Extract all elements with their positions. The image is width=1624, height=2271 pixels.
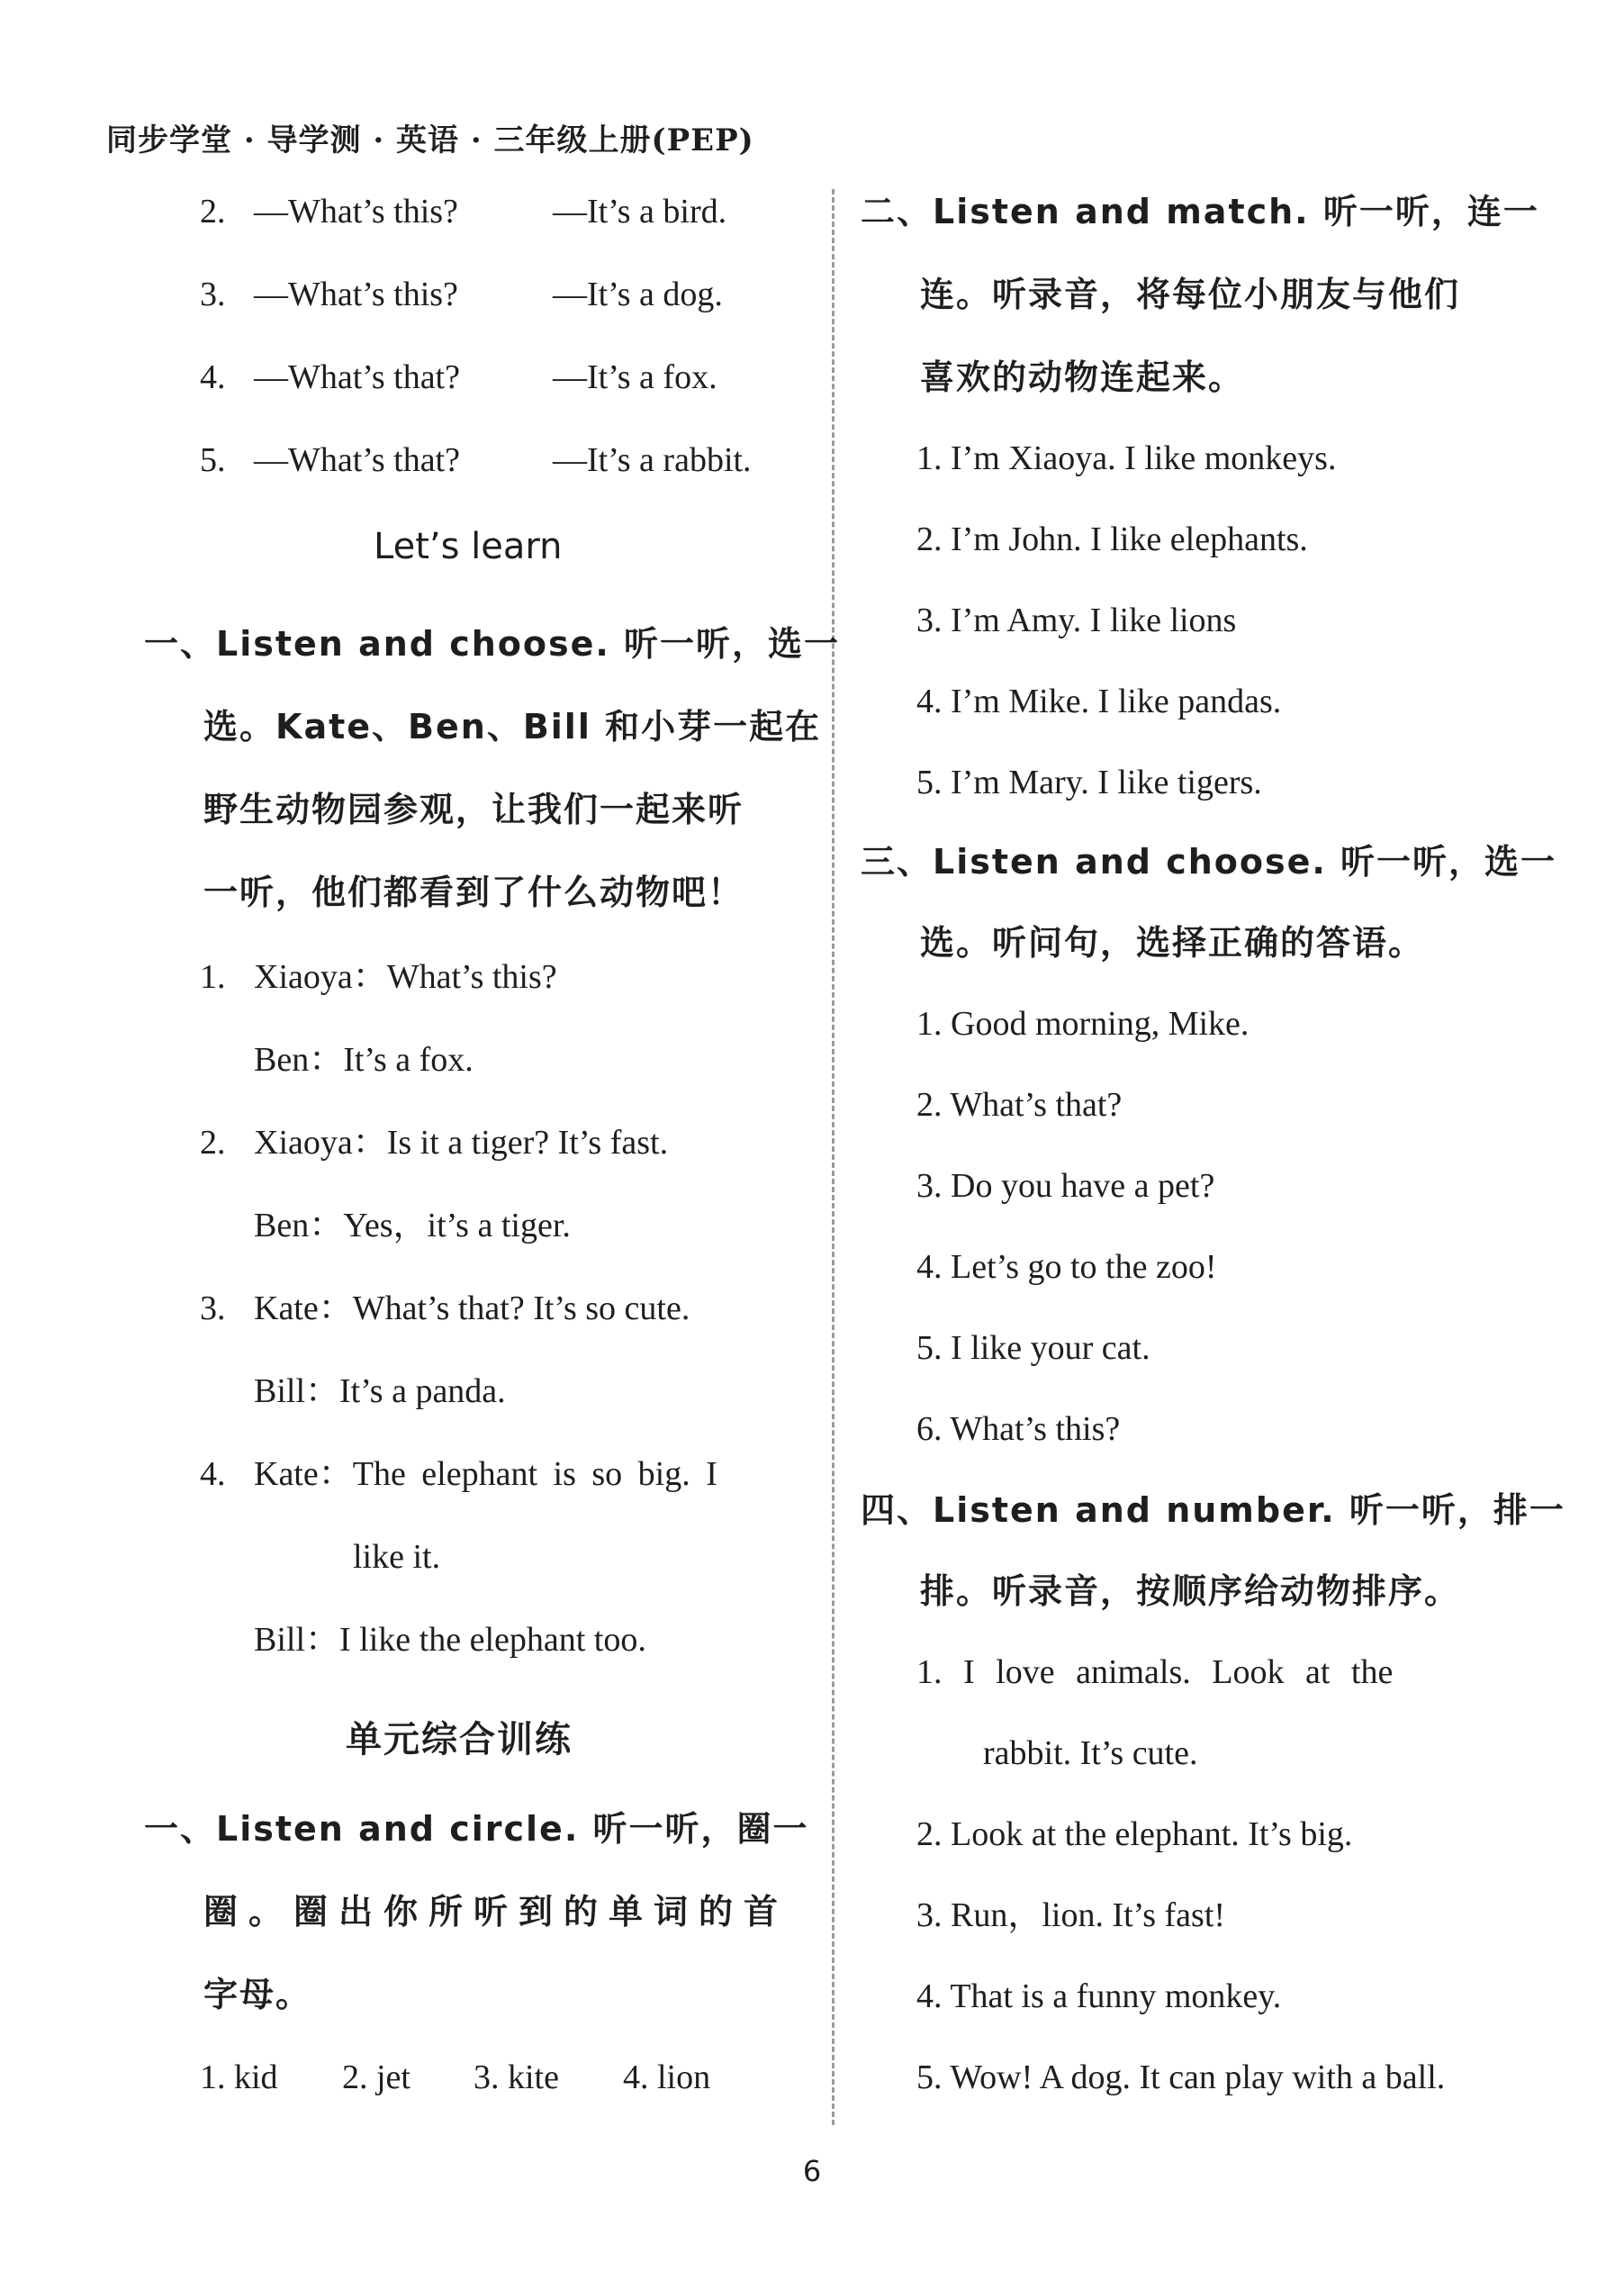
word-option: 1. kid (200, 2058, 278, 2096)
section-title: 二、Listen and match. 听一听，连一 (861, 192, 1539, 231)
word-option: 3. kite (474, 2058, 559, 2096)
word-option: 2. jet (342, 2058, 411, 2096)
list-item: 3. I’m Amy. I like lions (916, 602, 1237, 639)
dialogue-answer: —It’s a bird. (553, 193, 727, 231)
section-title-cont: 喜欢的动物连起来。 (920, 357, 1245, 397)
dialogue-number: 2. (200, 193, 226, 231)
dialogue-number: 4. (200, 358, 226, 396)
section-title-cont: 选。Kate、Ben、Bill 和小芽一起在 (203, 707, 822, 746)
section-title-cont: 连。听录音，将每位小朋友与他们 (920, 275, 1461, 314)
list-item: 5. Wow! A dog. It can play with a ball. (916, 2058, 1446, 2096)
dialogue-line: Kate：What’s that? It’s so cute. (254, 1289, 690, 1327)
list-item: 5. I’m Mary. I like tigers. (916, 764, 1262, 801)
dialogue-question: —What’s this? (254, 276, 458, 313)
dialogue-line: Ben：It’s a fox. (254, 1041, 474, 1079)
section-title-cont: 选。听问句，选择正确的答语。 (920, 923, 1425, 963)
dialogue-line: Xiaoya：Is it a tiger? It’s fast. (254, 1124, 669, 1162)
section-title: 三、Listen and choose. 听一听，选一 (861, 842, 1557, 882)
list-item: 2. What’s that? (916, 1086, 1123, 1124)
section-title-cont: 野生动物园参观，让我们一起来听 (203, 790, 744, 829)
dialogue-number: 3. (200, 276, 226, 313)
dialogue-question: —What’s this? (254, 193, 458, 231)
section-title-cont: 字母。 (203, 1975, 312, 2014)
dialogue-answer: —It’s a rabbit. (553, 441, 752, 479)
dialogue-line: Bill：I like the elephant too. (254, 1621, 646, 1659)
unit-title: 单元综合训练 (346, 1719, 573, 1760)
list-item: 1. I love animals. Look at the (916, 1653, 1394, 1691)
column-divider (832, 189, 835, 2125)
section-title-cont: 排。听录音，按顺序给动物排序。 (920, 1571, 1461, 1611)
list-item: 4. I’m Mike. I like pandas. (916, 683, 1282, 720)
list-item: 6. What’s this? (916, 1410, 1121, 1448)
dialogue-line: Ben：Yes，it’s a tiger. (254, 1207, 571, 1244)
dialogue-line: Kate：The elephant is so big. I (254, 1455, 717, 1493)
dialogue-question: —What’s that? (254, 441, 460, 479)
list-item: 1. Good morning, Mike. (916, 1005, 1250, 1043)
dialogue-line: Bill：It’s a panda. (254, 1372, 506, 1410)
item-number: 4. (200, 1455, 226, 1493)
item-number: 1. (200, 958, 226, 996)
dialogue-line-cont: like it. (353, 1538, 441, 1576)
section-title: 一、Listen and choose. 听一听，选一 (144, 624, 841, 664)
list-item: 1. I’m Xiaoya. I like monkeys. (916, 439, 1337, 477)
page-number: 6 (802, 2154, 822, 2188)
list-item-cont: rabbit. It’s cute. (983, 1734, 1198, 1772)
item-number: 2. (200, 1124, 226, 1162)
section-title: 四、Listen and number. 听一听，排一 (861, 1490, 1565, 1530)
section-title: 一、Listen and circle. 听一听，圈一 (144, 1809, 809, 1849)
dialogue-question: —What’s that? (254, 358, 460, 396)
list-item: 3. Do you have a pet? (916, 1167, 1215, 1205)
word-option: 4. lion (623, 2058, 711, 2096)
section-title-cont: 圈。圈出你所听到的单词的首 (203, 1892, 789, 1932)
list-item: 2. I’m John. I like elephants. (916, 520, 1308, 558)
dialogue-line: Xiaoya：What’s this? (254, 958, 557, 996)
dialogue-answer: —It’s a dog. (553, 276, 723, 313)
dialogue-answer: —It’s a fox. (553, 358, 717, 396)
list-item: 3. Run，lion. It’s fast! (916, 1896, 1226, 1934)
list-item: 5. I like your cat. (916, 1329, 1150, 1367)
dialogue-number: 5. (200, 441, 226, 479)
list-item: 4. That is a funny monkey. (916, 1977, 1282, 2015)
lets-learn-heading: Let’s learn (374, 526, 563, 567)
section-title-cont: 一听，他们都看到了什么动物吧！ (203, 873, 744, 912)
item-number: 3. (200, 1289, 226, 1327)
list-item: 4. Let’s go to the zoo! (916, 1248, 1217, 1286)
list-item: 2. Look at the elephant. It’s big. (916, 1815, 1353, 1853)
page-header: 同步学堂 · 导学测 · 英语 · 三年级上册(PEP) (106, 122, 754, 158)
